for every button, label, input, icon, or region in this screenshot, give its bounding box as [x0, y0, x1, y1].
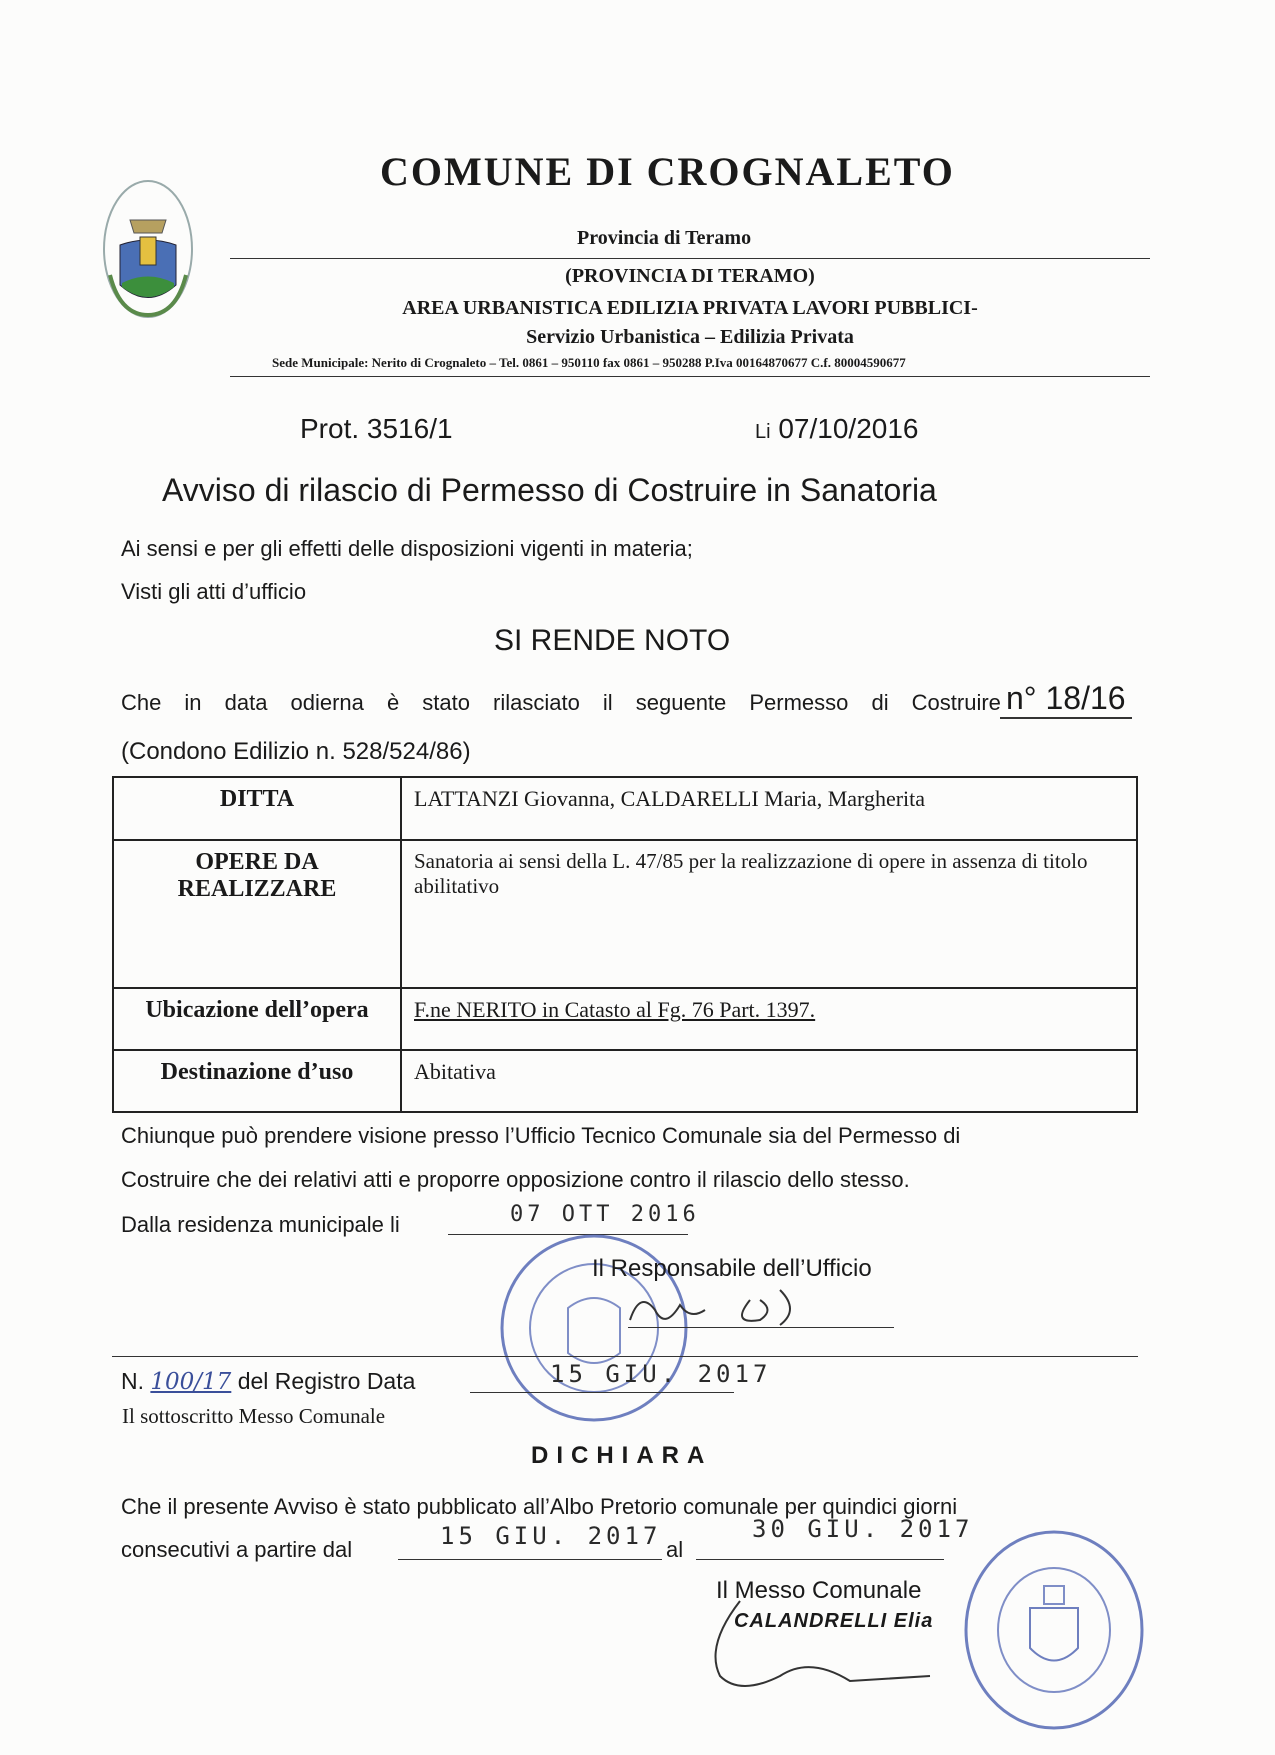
- table-value: Abitativa: [401, 1050, 1137, 1112]
- registry-line: [121, 1368, 415, 1395]
- signature-line: [628, 1327, 894, 1328]
- table-row: [113, 1050, 1137, 1112]
- responsabile-label: Il Responsabile dell’Ufficio: [592, 1255, 872, 1282]
- to-date: 30 GIU. 2017: [752, 1515, 974, 1543]
- consecutivi-label: consecutivi a partire dal: [121, 1537, 353, 1562]
- from-date-line: [398, 1559, 662, 1560]
- word: Costruire: [911, 690, 1001, 715]
- al-label: al: [666, 1537, 684, 1562]
- word: di: [871, 690, 889, 715]
- section-divider: [112, 1356, 1138, 1357]
- table-label: OPERE DA REALIZZARE: [113, 840, 401, 988]
- table-value: LATTANZI Giovanna, CALDARELLI Maria, Margherita: [401, 777, 1137, 840]
- condono-reference: (Condono Edilizio n. 528/524/86): [121, 738, 471, 765]
- messo-signature: [700, 1596, 940, 1696]
- word: stato: [422, 690, 470, 715]
- table-label: Destinazione d’uso: [113, 1050, 401, 1112]
- messo-name-stamp: CALANDRELLI Elia: [734, 1610, 934, 1632]
- permit-sentence: [121, 690, 1001, 716]
- header-divider: [230, 258, 1150, 259]
- protocol-date: [755, 413, 919, 445]
- municipal-crest-icon: [100, 175, 196, 323]
- reg-suffix: del Registro Data: [237, 1368, 416, 1394]
- page-title: COMUNE DI CROGNALETO: [380, 149, 955, 194]
- word: il: [602, 690, 613, 715]
- si-rende-noto: SI RENDE NOTO: [494, 624, 731, 657]
- service-label: Servizio Urbanistica – Edilizia Privata: [526, 326, 854, 348]
- reg-number: 100/17: [150, 1369, 232, 1395]
- reg-prefix: N.: [121, 1368, 144, 1394]
- chiunque-line-1: Chiunque può prendere visione presso l’Ufficio Tecnico Comunale sia del Permesso di: [121, 1123, 961, 1148]
- area-label: AREA URBANISTICA EDILIZIA PRIVATA LAVORI PUBBLICI-: [402, 297, 978, 319]
- province-label: Provincia di Teramo: [577, 227, 752, 249]
- notice-heading: Avviso di rilascio di Permesso di Costruire in Sanatoria: [162, 472, 937, 508]
- stamp-date-1: 07 OTT 2016: [510, 1202, 700, 1227]
- word: rilasciato: [493, 690, 580, 715]
- chiunque-line-2: Costruire che dei relativi atti e proporre opposizione contro il rilascio dello stesso.: [121, 1167, 910, 1192]
- word: in: [184, 690, 202, 715]
- dalla-residenza: Dalla residenza municipale li: [121, 1212, 400, 1237]
- table-row: [113, 988, 1137, 1050]
- responsabile-signature: [610, 1280, 810, 1340]
- table-label: Ubicazione dell’opera: [113, 988, 401, 1050]
- messo-label: Il Messo Comunale: [716, 1577, 922, 1604]
- sede-info: Sede Municipale: Nerito di Crognaleto – Tel. 0861 – 950110 fax 0861 – 950288 P.Iva 00164870677 C.f. 80004590677: [272, 355, 906, 370]
- from-date: 15 GIU. 2017: [440, 1522, 662, 1550]
- pubblicato-line: Che il presente Avviso è stato pubblicato all’Albo Pretorio comunale per quindici giorni: [121, 1494, 958, 1519]
- to-date-line: [696, 1559, 944, 1560]
- protocol-number: Prot. 3516/1: [300, 413, 453, 444]
- word: Che: [121, 690, 162, 715]
- table-row: [113, 840, 1137, 988]
- stamp-date-2: 15 GIU. 2017: [550, 1360, 772, 1388]
- header-divider-bottom: [230, 376, 1150, 377]
- permit-details-table: [112, 776, 1138, 1113]
- intro-line-2: Visti gli atti d’ufficio: [121, 579, 307, 604]
- word: data: [224, 690, 268, 715]
- municipal-stamp-icon: [960, 1528, 1148, 1732]
- table-value: Sanatoria ai sensi della L. 47/85 per la realizzazione di opere in assenza di titolo abilitativo: [401, 840, 1137, 988]
- word: odierna: [290, 690, 364, 715]
- table-label: DITTA: [113, 777, 401, 840]
- li-label: Li: [755, 421, 771, 443]
- reg-date-line: [470, 1392, 734, 1393]
- table-value: F.ne NERITO in Catasto al Fg. 76 Part. 1397.: [401, 988, 1137, 1050]
- word: Permesso: [749, 690, 849, 715]
- table-row: [113, 777, 1137, 840]
- permit-number: n° 18/16: [1000, 680, 1132, 719]
- province-caps: (PROVINCIA DI TERAMO): [565, 265, 815, 287]
- sottoscritto-label: Il sottoscritto Messo Comunale: [122, 1404, 386, 1428]
- word: è: [386, 690, 400, 715]
- dichiara-heading: DICHIARA: [531, 1442, 713, 1469]
- intro-line-1: Ai sensi e per gli effetti delle disposizioni vigenti in materia;: [121, 536, 693, 561]
- date-value: 07/10/2016: [778, 413, 919, 444]
- word: seguente: [635, 690, 727, 715]
